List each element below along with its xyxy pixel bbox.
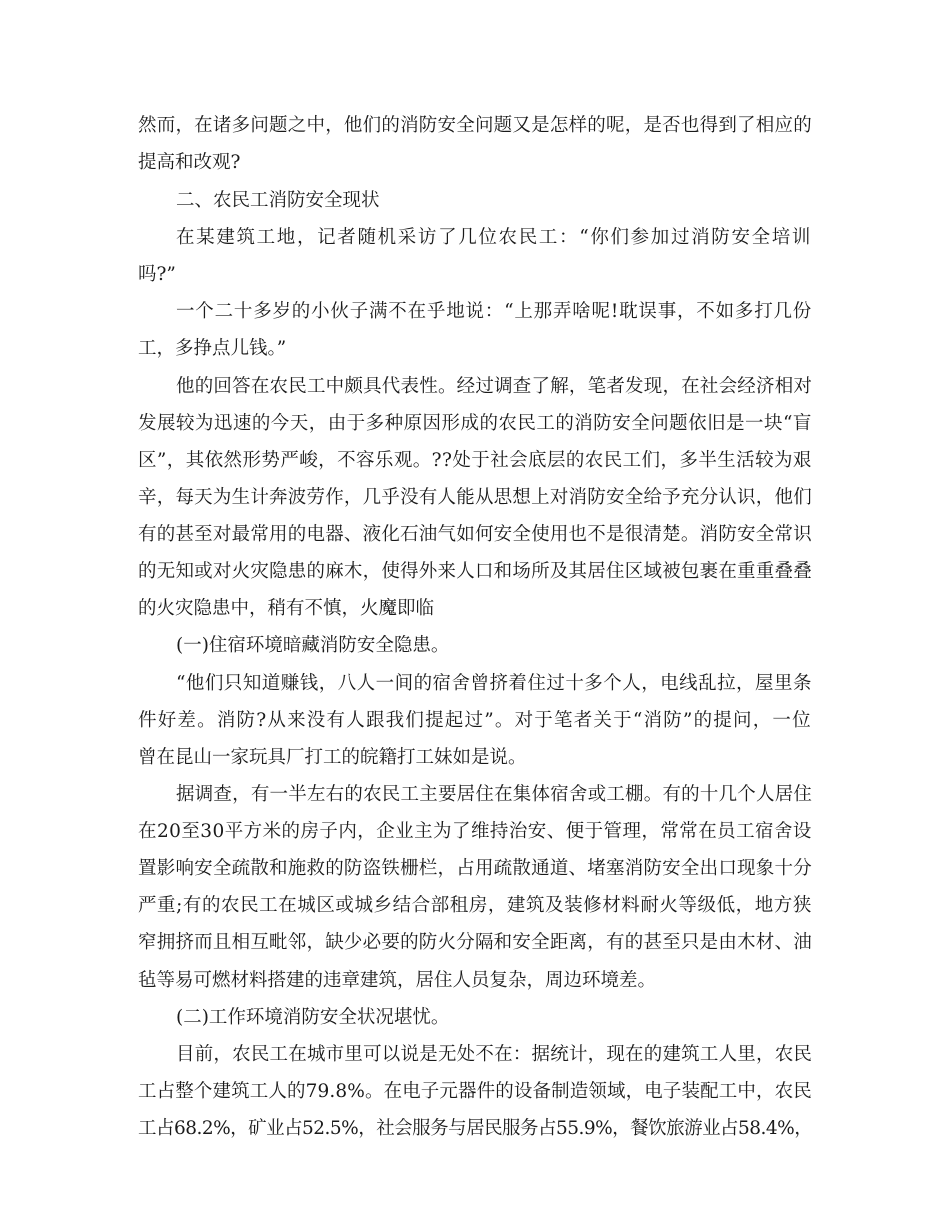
- paragraph-line: 工占整个建筑工人的79.8%。在电子元器件的设备制造领域，电子装配工中，农民: [138, 1081, 812, 1102]
- paragraph-line: 曾在昆山一家玩具厂打工的皖籍打工妹如是说。: [138, 747, 527, 768]
- paragraph-line: 一个二十多岁的小伙子满不在乎地说：“上那弄啥呢!耽误事，不如多打几份: [176, 301, 813, 322]
- paragraph-line: 然而，在诸多问题之中，他们的消防安全问题又是怎样的呢，是否也得到了相应的: [138, 115, 812, 136]
- paragraph-line: 毡等易可燃材料搭建的违章建筑，居住人员复杂，周边环境差。: [138, 970, 657, 991]
- paragraph-line: 工占68.2%，矿业占52.5%，社会服务与居民服务占55.9%，餐饮旅游业占58.4%，: [138, 1118, 813, 1139]
- subsection-heading: (二)工作环境消防安全状况堪忧。: [176, 1007, 450, 1028]
- paragraph-line: 在某建筑工地，记者随机采访了几位农民工：“你们参加过消防安全培训: [176, 227, 813, 248]
- subsection-heading: (一)住宿环境暗藏消防安全隐患。: [176, 635, 450, 656]
- paragraph-line: 的火灾隐患中，稍有不慎，火魔即临: [138, 598, 435, 619]
- paragraph-line: 区”，其依然形势严峻，不容乐观。??处于社会底层的农民工们，多半生活较为艰: [138, 450, 812, 471]
- paragraph-line: 提高和改观?: [138, 152, 241, 173]
- paragraph-line: 工，多挣点儿钱。”: [138, 338, 287, 359]
- paragraph-line: 的无知或对火灾隐患的麻木，使得外来人口和场所及其居住区域被包裹在重重叠叠: [138, 561, 812, 582]
- paragraph-line: 窄拥挤而且相互毗邻，缺少必要的防火分隔和安全距离，有的甚至只是由木材、油: [138, 932, 812, 953]
- paragraph-line: 据调查，有一半左右的农民工主要居住在集体宿舍或工棚。有的十几个人居住: [176, 784, 813, 805]
- paragraph-line: 严重;有的农民工在城区或城乡结合部租房，建筑及装修材料耐火等级低，地方狭: [138, 895, 812, 916]
- paragraph-line: 辛，每天为生计奔波劳作，几乎没有人能从思想上对消防安全给予充分认识，他们: [138, 487, 812, 508]
- paragraph-line: 有的甚至对最常用的电器、液化石油气如何安全使用也不是很清楚。消防安全常识: [138, 524, 812, 545]
- section-heading: 二、农民工消防安全现状: [176, 190, 380, 211]
- paragraph-line: 吗?”: [138, 264, 176, 285]
- paragraph-line: 他的回答在农民工中颇具代表性。经过调查了解，笔者发现，在社会经济相对: [176, 376, 813, 397]
- paragraph-line: 置影响安全疏散和施救的防盗铁栅栏，占用疏散通道、堵塞消防安全出口现象十分: [138, 858, 812, 879]
- paragraph-line: 发展较为迅速的今天，由于多种原因形成的农民工的消防安全问题依旧是一块“盲: [138, 413, 812, 434]
- paragraph-line: “他们只知道赚钱，八人一间的宿舍曾挤着住过十多个人，电线乱拉，屋里条: [176, 673, 812, 694]
- paragraph-line: 目前，农民工在城市里可以说是无处不在：据统计，现在的建筑工人里，农民: [176, 1044, 813, 1065]
- paragraph-line: 在20至30平方米的房子内，企业主为了维持治安、便于管理，常常在员工宿舍设: [138, 821, 812, 842]
- paragraph-line: 件好差。消防?从来没有人跟我们提起过”。对于笔者关于“消防”的提问，一位: [138, 710, 812, 731]
